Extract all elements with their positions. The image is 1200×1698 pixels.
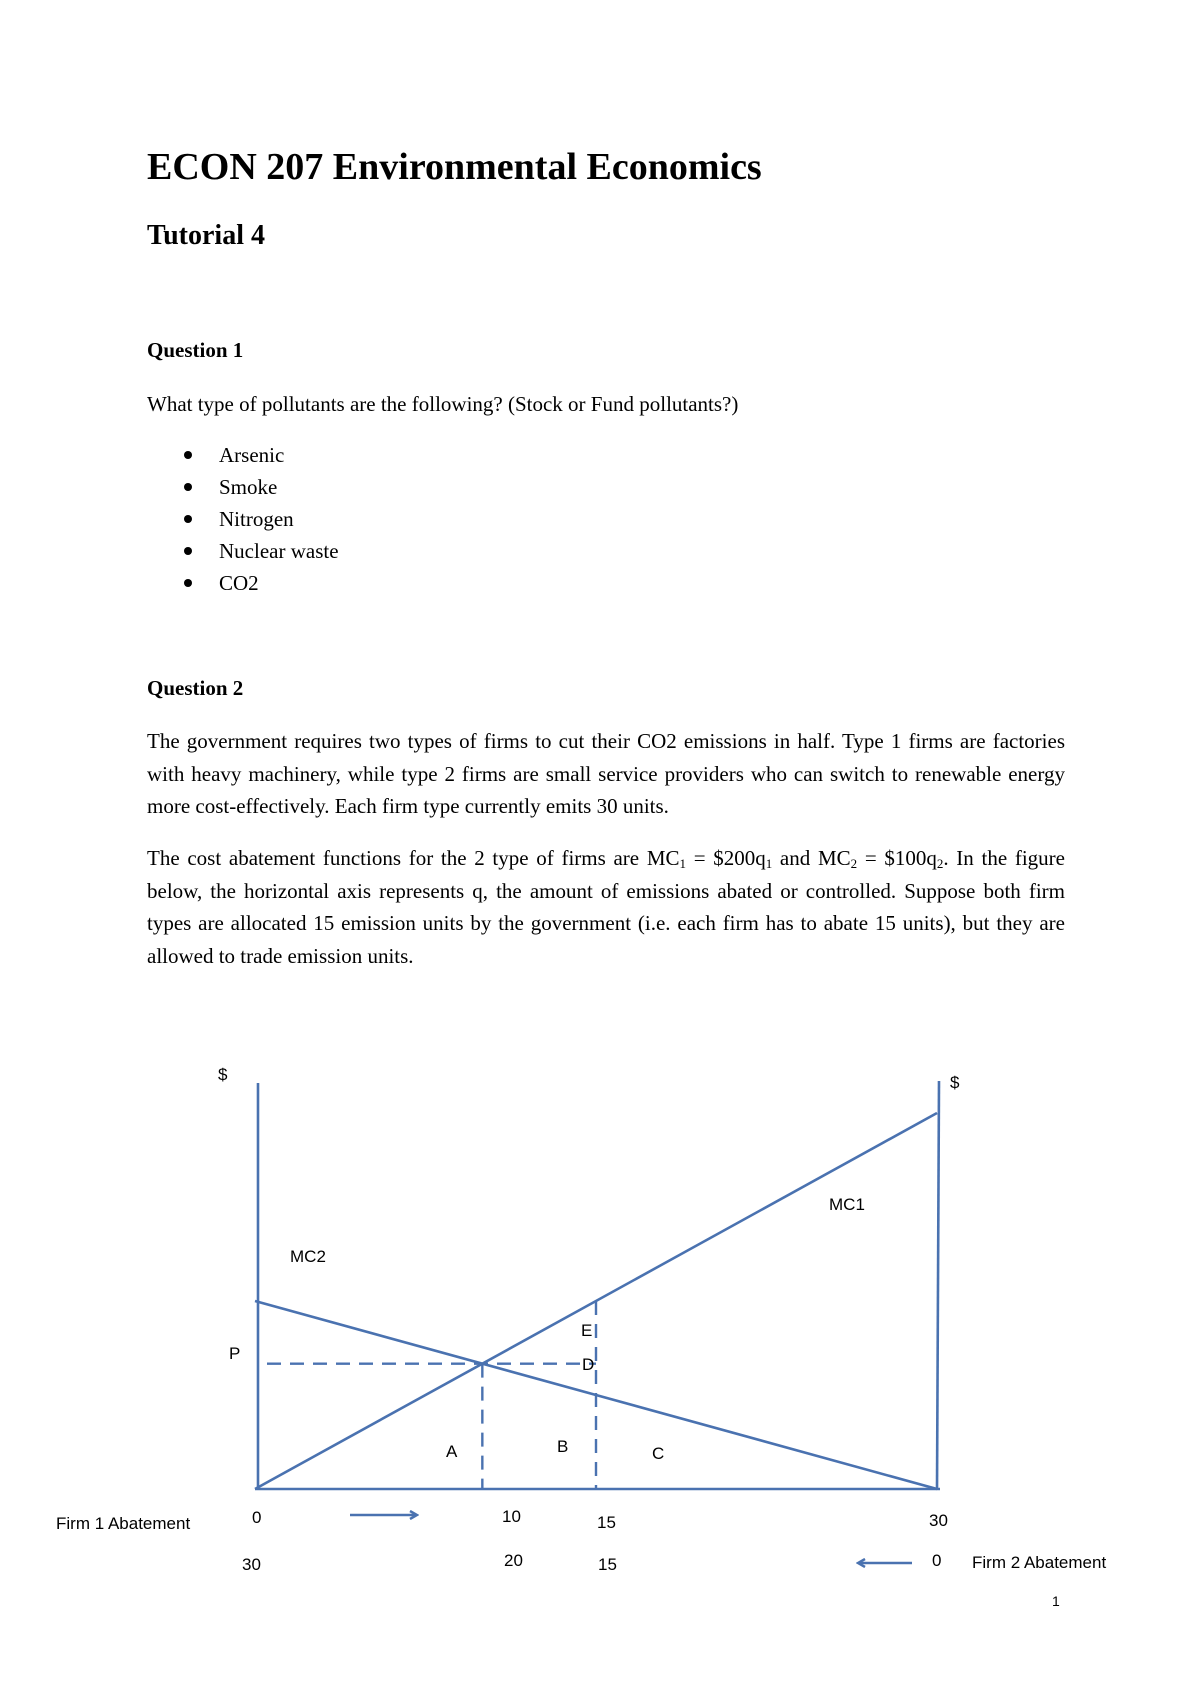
question-1-heading: Question 1 <box>147 338 244 362</box>
right-axis <box>937 1081 939 1489</box>
paragraph-text: and MC <box>772 846 851 870</box>
paragraph-text: The cost abatement functions for the 2 type of firms are MC <box>147 846 680 870</box>
price-label: P <box>229 1344 241 1363</box>
paragraph-text: . In the figure below, the horizontal axis represents q, the amount of emissions abated or controlled. Suppose both firm types are allocated 15 emission units by the government (i.e. each firm has to abate 15 units), but they are allowed to trade emission units. <box>147 846 1065 968</box>
mc2-curve-label: MC2 <box>290 1247 326 1266</box>
firm-2-abatement-label: Firm 2 Abatement <box>972 1553 1107 1572</box>
right-axis-dollar-label: $ <box>950 1073 960 1092</box>
left-axis-dollar-label: $ <box>218 1065 228 1084</box>
paragraph-text: = $200q <box>686 846 766 870</box>
firm-1-tick-15: 15 <box>597 1513 616 1532</box>
question-2-paragraph-1: The government requires two types of firms to cut their CO2 emissions in half. Type 1 firms are factories with heavy machinery, while type 2 firms are small service providers who can switch to renewable energy more cost-effectively. Each firm type currently emits 30 units. <box>147 729 1065 818</box>
firm-1-tick-30: 30 <box>929 1511 948 1530</box>
firm-2-tick-15: 15 <box>598 1555 617 1574</box>
question-1-text: What type of pollutants are the following? (Stock or Fund pollutants?) <box>147 392 739 416</box>
firm-2-tick-0: 0 <box>932 1551 942 1570</box>
pollutant-label: CO2 <box>219 571 259 595</box>
pollutant-label: Smoke <box>219 475 278 499</box>
subscript: 1 <box>679 856 686 871</box>
subscript: 2 <box>936 856 944 871</box>
subscript: 1 <box>765 856 773 871</box>
area-label-d: D <box>582 1355 595 1374</box>
paragraph-text: = $100q <box>857 846 937 870</box>
area-label-e: E <box>581 1321 593 1340</box>
area-label-c: C <box>652 1444 665 1463</box>
firm-1-tick-0: 0 <box>252 1508 262 1527</box>
firm-1-tick-10: 10 <box>502 1507 521 1526</box>
document-title: ECON 207 Environmental Economics <box>147 146 762 188</box>
firm-2-tick-30: 30 <box>242 1555 261 1574</box>
page-number: 1 <box>1052 1593 1060 1609</box>
mc1-curve-label: MC1 <box>829 1195 865 1214</box>
firm-1-abatement-label: Firm 1 Abatement <box>56 1514 191 1533</box>
pollutant-label: Nitrogen <box>219 507 294 531</box>
pollutant-label: Nuclear waste <box>219 539 339 563</box>
question-2-heading: Question 2 <box>147 676 244 700</box>
firm-2-tick-20: 20 <box>504 1551 523 1570</box>
area-label-b: B <box>557 1437 569 1456</box>
pollutant-label: Arsenic <box>219 443 285 467</box>
area-label-a: A <box>446 1442 458 1461</box>
subscript: 2 <box>850 856 858 871</box>
tutorial-number: Tutorial 4 <box>147 220 265 251</box>
